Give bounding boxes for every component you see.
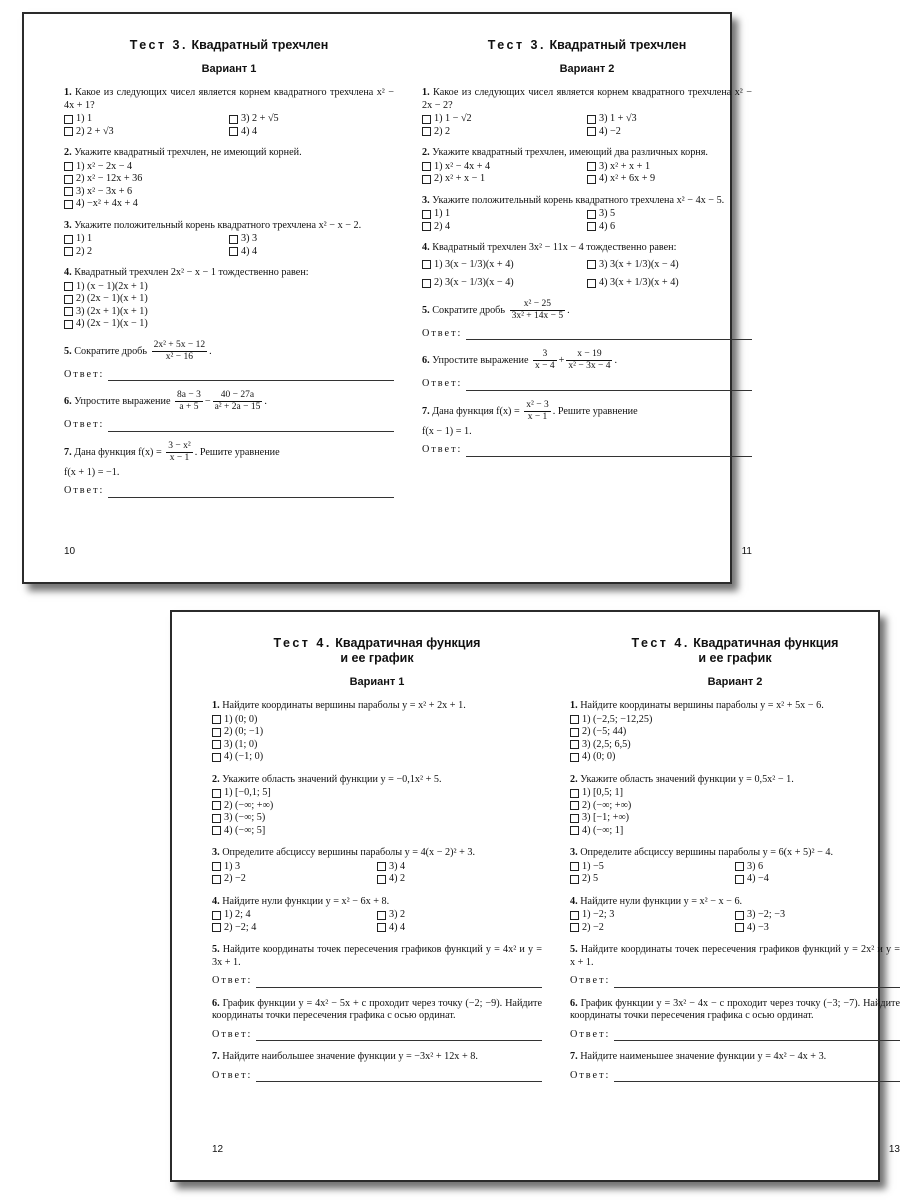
question-text: Укажите область значений функции y = 0,5x² − 1.: [580, 773, 794, 785]
answer-field[interactable]: [570, 975, 900, 988]
checkbox[interactable]: [64, 175, 73, 184]
answer-option[interactable]: 3) [−1; +∞): [570, 812, 900, 825]
checkbox[interactable]: [212, 826, 221, 835]
question-5: [570, 944, 900, 988]
question-number: 6.: [212, 997, 220, 1009]
question-1: [212, 700, 542, 764]
answer-option[interactable]: 2) 2: [64, 246, 229, 259]
answer-label: Ответ:: [570, 1069, 611, 1081]
answer-option[interactable]: 1) 1 − √2: [422, 113, 587, 126]
checkbox[interactable]: [64, 187, 73, 196]
answer-field[interactable]: [212, 1029, 542, 1042]
checkbox[interactable]: [735, 923, 744, 932]
question-text-after: . Решите уравнение: [194, 446, 280, 458]
question-text-line2: f(x − 1) = 1.: [422, 425, 472, 437]
answer-line[interactable]: [256, 1030, 542, 1041]
answer-field[interactable]: [570, 1029, 900, 1042]
question-2: [64, 147, 394, 211]
answer-option[interactable]: 4) (2x − 1)(x − 1): [64, 318, 394, 331]
checkbox[interactable]: [570, 728, 579, 737]
question-number: 6.: [64, 395, 72, 407]
question-number: 4.: [212, 895, 220, 907]
question-5: 5. Сократите дробь $\frac{\text{2x² + 5x − 12}}{\text{x² − 16}}$ . Ответ:: [64, 340, 394, 382]
checkbox[interactable]: [64, 235, 73, 244]
variant-label: Вариант 2: [559, 63, 615, 75]
checkbox[interactable]: [570, 789, 579, 798]
question-number: 1.: [212, 700, 220, 711]
answer-option[interactable]: 4) 3(x + 1/3)(x + 4): [587, 277, 752, 290]
answer-field[interactable]: [422, 328, 752, 341]
checkbox[interactable]: [735, 875, 744, 884]
answer-option[interactable]: 2) 4: [422, 221, 587, 234]
question-number: 3.: [212, 847, 220, 858]
checkbox[interactable]: [64, 200, 73, 209]
answer-field[interactable]: [422, 444, 752, 457]
question-3: [570, 847, 900, 886]
answer-option[interactable]: 2) (−∞; +∞): [570, 800, 900, 813]
question-7: [212, 1051, 542, 1082]
answer-option[interactable]: 3) 1 + √3: [587, 113, 752, 126]
checkbox[interactable]: [587, 210, 596, 219]
question-text: Дана функция f(x) =: [74, 446, 162, 458]
answer-line[interactable]: [614, 1030, 900, 1041]
question-number: 1.: [64, 87, 72, 98]
question-text: Определите абсциссу вершины параболы y = 6(x + 5)² − 4.: [580, 847, 834, 858]
page-13: [570, 612, 900, 1155]
answer-option[interactable]: 3) 5: [587, 208, 752, 221]
answer-option[interactable]: 3) x² + x + 1: [587, 161, 752, 174]
question-text: График функции y = 4x² − 5x + c проходит через точку (−2; −9). Найдите координаты точки пересечения графика с осью ординат.: [212, 997, 543, 1021]
checkbox[interactable]: [422, 210, 431, 219]
checkbox[interactable]: [422, 175, 431, 184]
checkbox[interactable]: [587, 162, 596, 171]
checkbox[interactable]: [570, 715, 579, 724]
answer-option[interactable]: 3) 6: [735, 861, 900, 874]
checkbox[interactable]: [212, 923, 221, 932]
answer-option[interactable]: 4) −x² + 4x + 4: [64, 198, 394, 211]
question-text: Укажите квадратный трехчлен, не имеющий корней.: [74, 147, 302, 158]
checkbox[interactable]: [229, 247, 238, 256]
checkbox[interactable]: [64, 320, 73, 329]
question-number: 3.: [64, 219, 72, 231]
answer-option[interactable]: 4) 2: [377, 873, 542, 886]
page-title: [570, 636, 900, 666]
checkbox[interactable]: [570, 875, 579, 884]
page-10: [64, 14, 395, 557]
question-1: [570, 700, 900, 764]
checkbox[interactable]: [212, 814, 221, 823]
answer-option[interactable]: 1) 2; 4: [212, 909, 377, 922]
answer-option[interactable]: 2) −2: [570, 922, 735, 935]
checkbox[interactable]: [64, 127, 73, 136]
page-number: 13: [888, 1144, 900, 1155]
checkbox[interactable]: [64, 247, 73, 256]
answer-option[interactable]: 1) x² − 2x − 4: [64, 161, 394, 174]
answer-option[interactable]: 4) −2: [587, 126, 752, 139]
answer-option[interactable]: 2) (0; −1): [212, 726, 542, 739]
question-number: 6.: [570, 997, 578, 1009]
question-text: Квадратный трехчлен 3x² − 11x − 4 тождественно равен:: [432, 242, 677, 253]
question-1: [64, 87, 394, 138]
answer-label: Ответ:: [64, 485, 105, 496]
question-text: Найдите координаты точек пересечения графиков функций y = 2x² и y = x + 1.: [570, 944, 900, 968]
answer-option[interactable]: 1) 3: [212, 861, 377, 874]
test-4-spread: [170, 610, 900, 1182]
question-5: 5. Сократите дробь $\frac{\text{x² − 25}}{\text{3x² + 14x − 5}}$ . Ответ:: [422, 299, 752, 341]
answer-option[interactable]: 4) −4: [735, 873, 900, 886]
question-text: Упростите выражение: [74, 395, 171, 407]
answer-option[interactable]: 2) x² − 12x + 36: [64, 173, 394, 186]
answer-option[interactable]: 1) (−2,5; −12,25): [570, 714, 900, 727]
test-label: Тест 4.: [273, 636, 332, 650]
answer-field[interactable]: [212, 1070, 542, 1083]
question-number: 2.: [212, 773, 220, 785]
answer-option[interactable]: 1) (x − 1)(2x + 1): [64, 281, 394, 294]
answer-line[interactable]: [108, 487, 394, 498]
answer-line[interactable]: [614, 1071, 900, 1082]
question-text-line2: f(x + 1) = −1.: [64, 466, 120, 478]
answer-option[interactable]: 4) (−1; 0): [212, 751, 542, 764]
question-number: 7.: [212, 1051, 220, 1062]
answer-option[interactable]: 4) −3: [735, 922, 900, 935]
test-3-spread: [22, 12, 753, 584]
question-text: Найдите координаты вершины параболы y = x² + 5x − 6.: [580, 700, 824, 711]
question-5: [212, 944, 542, 988]
fraction: $\frac{\text{x² − 3}}{x - 1}$: [526, 399, 549, 422]
answer-option[interactable]: 4) 4: [229, 246, 394, 259]
fraction: $\frac{\text{x² − 25}}{\text{3x² + 14x − 5}}$: [511, 298, 564, 321]
question-6: 6. Упростите выражение $\frac{3}{x - 4}$ + $\frac{x - 19}{\text{x² − 3x − 4}}$ . Ответ:: [422, 349, 752, 391]
answer-option[interactable]: 1) (0; 0): [212, 714, 542, 727]
checkbox[interactable]: [735, 911, 744, 920]
answer-line[interactable]: [466, 380, 752, 391]
checkbox[interactable]: [570, 826, 579, 835]
checkbox[interactable]: [64, 115, 73, 124]
answer-line[interactable]: [256, 977, 542, 988]
answer-option[interactable]: 2) 5: [570, 873, 735, 886]
answer-option[interactable]: 3) (1; 0): [212, 739, 542, 752]
checkbox[interactable]: [735, 862, 744, 871]
question-7: [422, 400, 752, 457]
question-number: 5.: [212, 944, 220, 955]
answer-line[interactable]: [466, 329, 752, 340]
question-number: 5.: [570, 944, 578, 955]
operator: +: [558, 354, 565, 366]
checkbox[interactable]: [587, 115, 596, 124]
question-number: 4.: [422, 242, 430, 253]
variant-label: Вариант 1: [201, 63, 257, 75]
question-text: Найдите наибольшее значение функции y = −3x² + 12x + 8.: [222, 1051, 478, 1062]
page-11: [422, 14, 753, 557]
answer-option[interactable]: 2) (−5; 44): [570, 726, 900, 739]
question-text: Дана функция f(x) =: [432, 405, 520, 417]
page-title: [422, 38, 752, 53]
fraction: $\frac{x - 19}{\text{x² − 3x − 4}}$: [568, 349, 611, 371]
checkbox[interactable]: [422, 279, 431, 288]
answer-option[interactable]: 1) [−0,1; 5]: [212, 787, 542, 800]
test-label: Тест 4.: [631, 636, 690, 650]
answer-option[interactable]: 2) −2: [212, 873, 377, 886]
checkbox[interactable]: [570, 740, 579, 749]
answer-option[interactable]: 2) x² + x − 1: [422, 173, 587, 186]
checkbox[interactable]: [64, 295, 73, 304]
answer-label: Ответ:: [570, 975, 611, 986]
answer-option[interactable]: 3) 3: [229, 233, 394, 246]
answer-option[interactable]: 2) 2: [422, 126, 587, 139]
checkbox[interactable]: [229, 235, 238, 244]
variant-label: Вариант 1: [349, 676, 405, 688]
question-number: 4.: [64, 267, 72, 278]
test-title: Квадратный трехчлен: [549, 38, 687, 52]
answer-option[interactable]: 1) 3(x − 1/3)(x + 4): [422, 259, 587, 272]
answer-option[interactable]: 4) (−∞; 1]: [570, 825, 900, 838]
answer-option[interactable]: 4) 6: [587, 221, 752, 234]
page-title: [64, 38, 394, 53]
checkbox[interactable]: [570, 753, 579, 762]
question-text: Сократите дробь: [432, 304, 506, 316]
answer-option[interactable]: 2) 2 + √3: [64, 126, 229, 139]
answer-field[interactable]: [64, 485, 394, 498]
answer-field[interactable]: [64, 419, 394, 432]
question-text: Найдите координаты вершины параболы y = x² + 2x + 1.: [222, 700, 466, 711]
test-title: Квадратный трехчлен: [191, 38, 329, 52]
answer-label: Ответ:: [212, 1069, 253, 1081]
checkbox[interactable]: [212, 740, 221, 749]
checkbox[interactable]: [212, 753, 221, 762]
question-text: Найдите нули функции y = x² − x − 6.: [580, 895, 743, 907]
question-number: 5.: [64, 345, 72, 357]
answer-option[interactable]: 2) −2; 4: [212, 922, 377, 935]
checkbox[interactable]: [587, 279, 596, 288]
checkbox[interactable]: [377, 875, 386, 884]
fraction: $\frac{8a - 3}{a + 5}$: [177, 390, 201, 412]
checkbox[interactable]: [212, 728, 221, 737]
answer-field[interactable]: [422, 378, 752, 391]
question-text: Упростите выражение: [432, 354, 529, 366]
question-text: Квадратный трехчлен 2x² − x − 1 тождественно равен:: [74, 267, 309, 278]
answer-option[interactable]: 4) 4: [229, 126, 394, 139]
checkbox[interactable]: [212, 862, 221, 871]
question-text: Укажите положительный корень квадратного трехчлена x² − 4x − 5.: [432, 194, 725, 206]
checkbox[interactable]: [64, 162, 73, 171]
question-text: Какое из следующих чисел является корнем квадратного трехчлена x² − 2x − 2?: [422, 87, 753, 111]
question-text: Укажите область значений функции y = −0,1x² + 5.: [222, 773, 442, 785]
question-7: [64, 441, 394, 498]
checkbox[interactable]: [377, 911, 386, 920]
question-1: [422, 87, 752, 138]
checkbox[interactable]: [570, 923, 579, 932]
question-number: 1.: [570, 700, 578, 711]
page-number: 12: [212, 1144, 224, 1155]
answer-label: Ответ:: [422, 378, 463, 389]
answer-label: Ответ:: [422, 444, 463, 455]
checkbox[interactable]: [422, 127, 431, 136]
answer-field[interactable]: [64, 369, 394, 382]
answer-option[interactable]: 3) 2 + √5: [229, 113, 394, 126]
answer-option[interactable]: 1) [0,5; 1]: [570, 787, 900, 800]
answer-line[interactable]: [256, 1071, 542, 1082]
answer-label: Ответ:: [64, 419, 105, 430]
question-text: Укажите положительный корень квадратного трехчлена x² − x − 2.: [74, 219, 362, 231]
question-4: [570, 896, 900, 935]
question-2: [422, 147, 752, 186]
checkbox[interactable]: [587, 260, 596, 269]
checkbox[interactable]: [422, 260, 431, 269]
answer-option[interactable]: 2) 3(x − 1/3)(x − 4): [422, 277, 587, 290]
question-2: [212, 774, 542, 838]
checkbox[interactable]: [229, 127, 238, 136]
question-number: 7.: [64, 446, 72, 458]
answer-label: Ответ:: [212, 1028, 253, 1040]
answer-label: Ответ:: [570, 1028, 611, 1040]
question-text: Укажите квадратный трехчлен, имеющий два различных корня.: [432, 147, 708, 158]
checkbox[interactable]: [587, 175, 596, 184]
answer-label: Ответ:: [64, 368, 105, 380]
checkbox[interactable]: [212, 911, 221, 920]
question-text: Найдите координаты точек пересечения графиков функций y = 4x² и y = 3x + 1.: [212, 944, 543, 968]
answer-option[interactable]: 1) x² − 4x + 4: [422, 161, 587, 174]
question-number: 2.: [570, 773, 578, 785]
answer-option[interactable]: 4) x² + 6x + 9: [587, 173, 752, 186]
question-text: Какое из следующих чисел является корнем квадратного трехчлена x² − 4x + 1?: [64, 87, 395, 111]
operator: −: [204, 395, 211, 407]
fraction: $\frac{\text{3 − x²}}{x - 1}$: [168, 440, 191, 463]
answer-field[interactable]: [212, 975, 542, 988]
answer-option[interactable]: 3) x² − 3x + 6: [64, 186, 394, 199]
question-text: Определите абсциссу вершины параболы y = 4(x − 2)² + 3.: [222, 847, 476, 858]
question-number: 3.: [570, 847, 578, 858]
checkbox[interactable]: [377, 862, 386, 871]
page-number: 11: [741, 546, 752, 557]
question-7: [570, 1051, 900, 1082]
question-number: 2.: [422, 147, 430, 158]
answer-option[interactable]: 4) 4: [377, 922, 542, 935]
answer-option[interactable]: 1) −5: [570, 861, 735, 874]
answer-label: Ответ:: [212, 975, 253, 986]
question-4: [64, 267, 394, 331]
question-4: [212, 896, 542, 935]
answer-line[interactable]: [466, 446, 752, 457]
answer-option[interactable]: 2) (2x − 1)(x + 1): [64, 293, 394, 306]
question-number: 7.: [422, 405, 430, 417]
answer-option[interactable]: 3) −2; −3: [735, 909, 900, 922]
answer-option[interactable]: 4) (−∞; 5]: [212, 825, 542, 838]
variant-label: Вариант 2: [707, 676, 763, 688]
page-12: [212, 612, 543, 1155]
question-3: [422, 195, 752, 234]
answer-option[interactable]: 3) (−∞; 5): [212, 812, 542, 825]
answer-line[interactable]: [614, 977, 900, 988]
question-number: 7.: [570, 1051, 578, 1062]
answer-option[interactable]: 1) 1: [64, 233, 229, 246]
question-6: 6. Упростите выражение $\frac{8a - 3}{a + 5}$ − $\frac{40 - 27a}{\text{a² + 2a − 15}}$ . Ответ:: [64, 390, 394, 432]
checkbox[interactable]: [570, 801, 579, 810]
question-3: [64, 220, 394, 259]
answer-option[interactable]: 1) 1: [422, 208, 587, 221]
page-title: [212, 636, 542, 666]
question-4: [422, 242, 752, 290]
checkbox[interactable]: [570, 862, 579, 871]
question-number: 2.: [64, 147, 72, 158]
answer-option[interactable]: 2) (−∞; +∞): [212, 800, 542, 813]
answer-option[interactable]: 3) (2x + 1)(x + 1): [64, 306, 394, 319]
answer-field[interactable]: [570, 1070, 900, 1083]
checkbox[interactable]: [212, 789, 221, 798]
answer-option[interactable]: 4) (0; 0): [570, 751, 900, 764]
question-number: 1.: [422, 87, 430, 98]
checkbox[interactable]: [212, 875, 221, 884]
question-2: [570, 774, 900, 838]
fraction: $\frac{3}{x - 4}$: [535, 349, 555, 371]
checkbox[interactable]: [422, 115, 431, 124]
question-6: [570, 998, 900, 1042]
answer-option[interactable]: 3) 2: [377, 909, 542, 922]
test-title: Квадратичная функция и ее график: [335, 636, 481, 665]
question-number: 6.: [422, 354, 430, 366]
answer-option[interactable]: 3) 4: [377, 861, 542, 874]
checkbox[interactable]: [570, 911, 579, 920]
question-text-after: . Решите уравнение: [552, 405, 638, 417]
question-6: [212, 998, 542, 1042]
question-text: Найдите наименьшее значение функции y = 4x² − 4x + 3.: [580, 1051, 827, 1062]
test-label: Тест 3.: [487, 38, 546, 52]
question-3: [212, 847, 542, 886]
fraction: $\frac{\text{2x² + 5x − 12}}{\text{x² − 16}}$: [153, 339, 206, 362]
answer-option[interactable]: 1) −2; 3: [570, 909, 735, 922]
question-text: График функции y = 3x² − 4x − c проходит через точку (−3; −7). Найдите координаты точки пересечения графика с осью ординат.: [570, 997, 900, 1021]
checkbox[interactable]: [64, 307, 73, 316]
answer-line[interactable]: [108, 370, 394, 381]
answer-option[interactable]: 3) (2,5; 6,5): [570, 739, 900, 752]
question-number: 3.: [422, 194, 430, 206]
checkbox[interactable]: [229, 115, 238, 124]
checkbox[interactable]: [422, 162, 431, 171]
checkbox[interactable]: [212, 801, 221, 810]
checkbox[interactable]: [587, 222, 596, 231]
fraction: $\frac{40 - 27a}{\text{a² + 2a − 15}}$: [214, 390, 261, 412]
checkbox[interactable]: [587, 127, 596, 136]
question-number: 5.: [422, 304, 430, 316]
answer-label: Ответ:: [422, 327, 463, 339]
test-title: Квадратичная функция и ее график: [693, 636, 839, 665]
question-number: 4.: [570, 895, 578, 907]
question-text: Сократите дробь: [74, 345, 148, 357]
answer-line[interactable]: [108, 421, 394, 432]
checkbox[interactable]: [212, 715, 221, 724]
test-label: Тест 3.: [129, 38, 188, 52]
answer-option[interactable]: 1) 1: [64, 113, 229, 126]
page-number: 10: [64, 546, 76, 557]
checkbox[interactable]: [570, 814, 579, 823]
checkbox[interactable]: [377, 923, 386, 932]
checkbox[interactable]: [422, 222, 431, 231]
checkbox[interactable]: [64, 282, 73, 291]
question-text: Найдите нули функции y = x² − 6x + 8.: [222, 895, 390, 907]
answer-option[interactable]: 3) 3(x + 1/3)(x − 4): [587, 259, 752, 272]
